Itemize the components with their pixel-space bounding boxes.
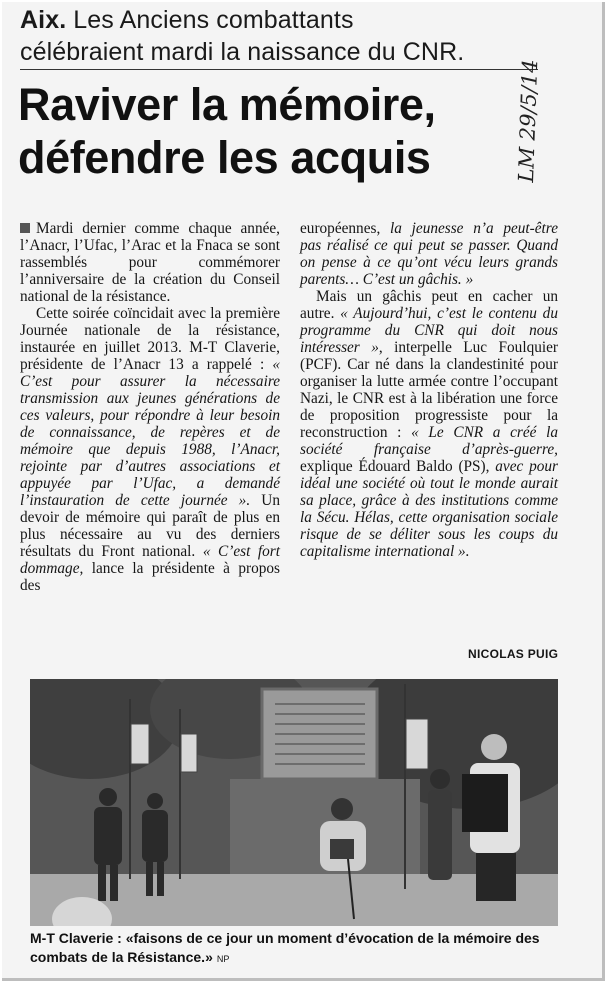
headline bbox=[18, 78, 578, 184]
photo-caption bbox=[30, 929, 570, 969]
quote-text: « C’est fort dommage, bbox=[20, 543, 280, 577]
body-text: européennes, bbox=[300, 220, 391, 237]
caption-text: M-T Claverie : «faisons de ce jour un moment d’évocation de la mémoire des combats de la Résistance.» bbox=[30, 930, 540, 965]
handwritten-annotation: LM 29/5/14 bbox=[514, 58, 543, 183]
kicker-line2: célébraient mardi la naissance du CNR. bbox=[20, 38, 465, 66]
newspaper-clipping bbox=[2, 2, 605, 981]
quote-text: la jeunesse n’a peut-être pas réalisé ce qui peut se passer. Quand on pense à ce qu’ont vécu leurs grands parents… C’est un gâchis. » bbox=[300, 220, 558, 288]
left-column-paragraph bbox=[20, 220, 280, 305]
body-text: , interpelle Luc Foulquier (PCF). Car né dans la clandestinité pour organiser la lutte armée contre l’occupant Nazi, le CNR est à la libération une force de proposition progressiste pour la reconstruction : bbox=[300, 339, 558, 441]
body-text: lance la présidente à propos des bbox=[20, 560, 280, 594]
kicker bbox=[20, 4, 580, 68]
body-text: Un devoir de mémoire qui paraît de plus en plus nécessaire au vu des derniers résultats du Front national. bbox=[20, 492, 280, 560]
headline-line2: défendre les acquis bbox=[18, 132, 431, 183]
byline: NICOLAS PUIG bbox=[468, 647, 559, 661]
left-column-paragraph bbox=[20, 305, 280, 594]
lead-square-icon bbox=[20, 223, 30, 233]
kicker-line1: Les Anciens combattants bbox=[66, 6, 354, 34]
ceremony-photo-illustration bbox=[30, 679, 558, 926]
body-text: Mardi dernier comme chaque année, l’Anacr, l’Ufac, l’Arac et la Fnaca se sont rassemblés pour commémorer l’anniversaire de la création du Conseil national de la résistance. bbox=[20, 220, 280, 305]
ceremony-photo bbox=[30, 679, 558, 926]
body-text: explique Édouard Baldo (PS), bbox=[300, 458, 496, 475]
quote-text: « C’est pour assurer la nécessaire transmission aux jeunes générations de ces valeurs, pour répondre à leur besoin de connaissance, de repères et de mémoire que depuis 1988, l’Anacr, rejointe par d’autres associations et appuyée par l’Ufac, a demandé l’instauration de cette journée ». bbox=[20, 356, 280, 509]
photo-credit: NP bbox=[216, 954, 230, 964]
headline-line1: Raviver la mémoire, bbox=[18, 79, 436, 130]
quote-text: avec pour idéal une société où tout le monde aurait sa place, grâce à des institutions comme la Sécu. Hélas, cette organisation sociale risque de se déliter sous les coups du capitalisme international ». bbox=[300, 458, 558, 560]
body-text: Cette soirée coïncidait avec la première Journée nationale de la résistance, instaurée en juillet 2013. M-T Claverie, présidente de l’Anacr 13 a rappelé : bbox=[20, 305, 280, 373]
quote-text: « Le CNR a créé la société française d’après-guerre, bbox=[300, 424, 558, 458]
quote-text: « Aujourd’hui, c’est le contenu du programme du CNR qui doit nous intéresser » bbox=[300, 305, 558, 356]
article-column-left bbox=[20, 220, 280, 594]
article-column-right bbox=[300, 220, 558, 560]
right-column-paragraph bbox=[300, 220, 558, 288]
kicker-rule bbox=[20, 69, 538, 70]
body-text: Mais un gâchis peut en cacher un autre. bbox=[300, 288, 558, 322]
right-column-paragraph bbox=[300, 288, 558, 560]
kicker-location: Aix. bbox=[20, 6, 67, 34]
